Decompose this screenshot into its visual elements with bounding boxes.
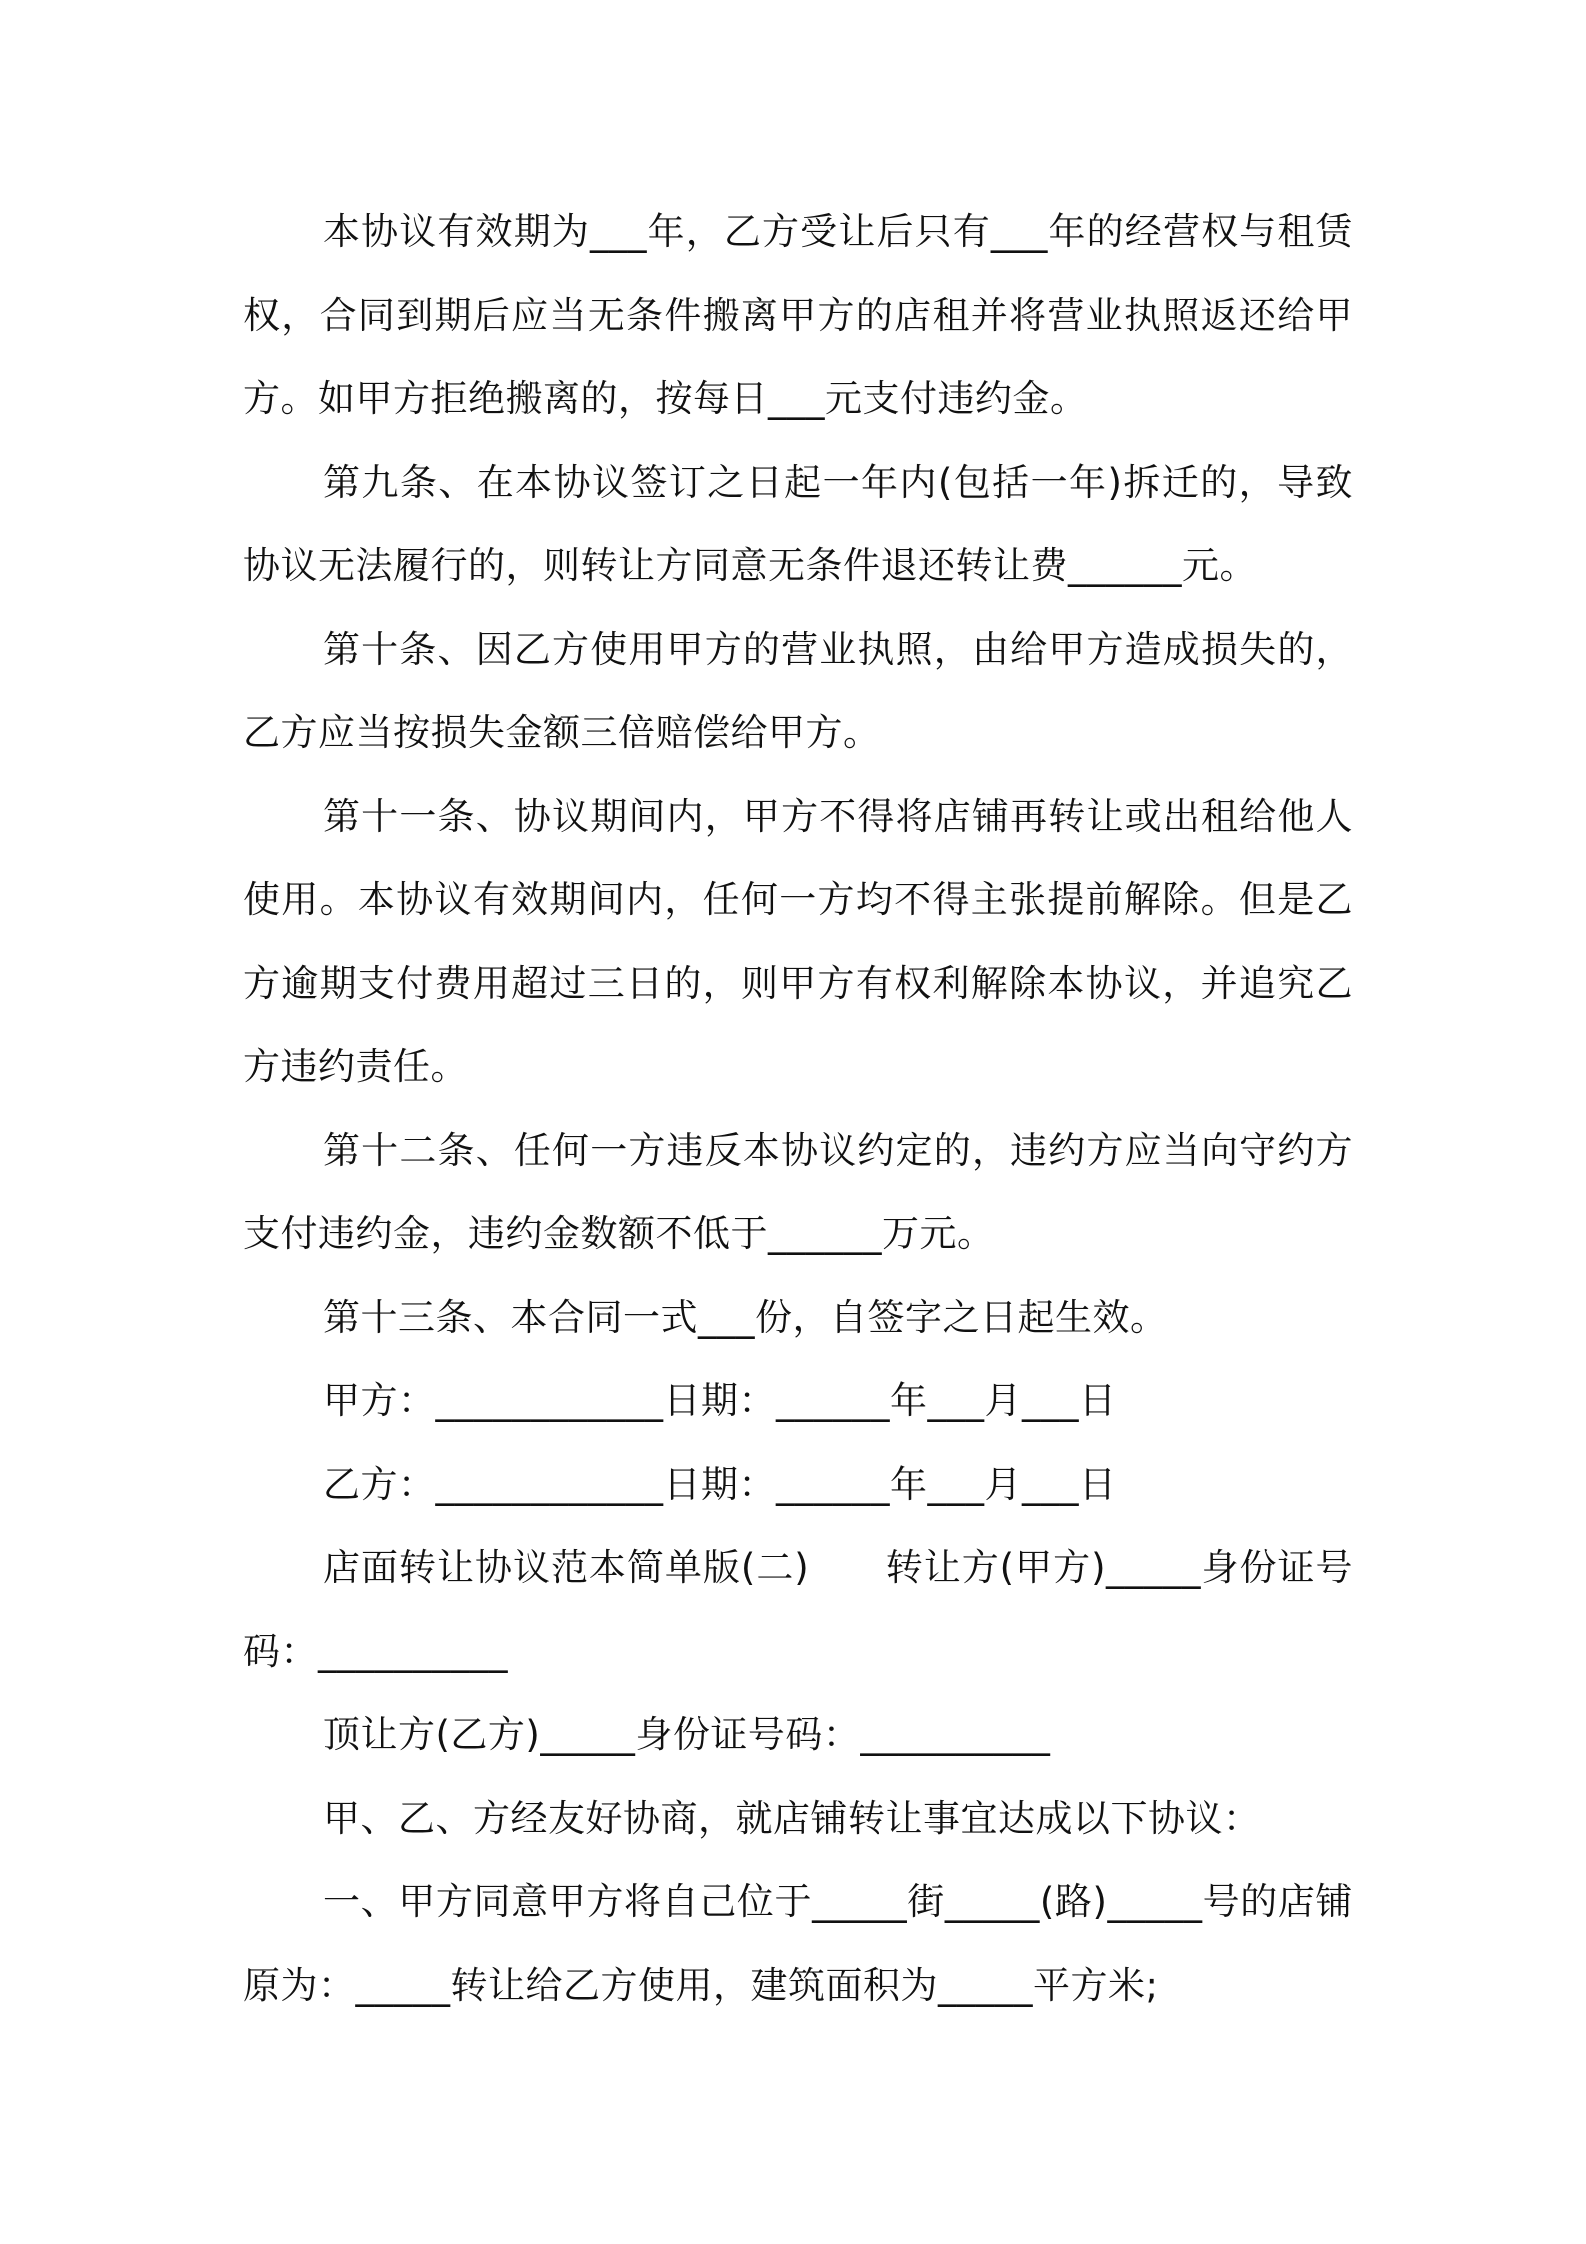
signature-line-party-a: 甲方：____________日期：______年___月___日	[323, 1379, 1117, 1422]
paragraph-article-11: 第十一条、协议期间内，甲方不得将店铺再转让或出租给他人使用。本协议有效期间内，任何一方均不得主张提前解除。但是乙方逾期支付费用超过三日的，则甲方有权利解除本协议，并追究乙方违约责任。	[243, 794, 1353, 1088]
document-body	[243, 190, 1353, 2027]
paragraph-transferee-info: 顶让方(乙方)_____身份证号码：__________	[323, 1713, 1051, 1756]
signature-line-party-b: 乙方：____________日期：______年___月___日	[323, 1462, 1117, 1506]
paragraph-clause-1: 一、甲方同意甲方将自己位于_____街_____(路)_____号的店铺原为：_____转让给乙方使用，建筑面积为_____平方米;	[243, 1880, 1353, 2007]
paragraph-term-validity: 本协议有效期为___年，乙方受让后只有___年的经营权与租赁权，合同到期后应当无条件搬离甲方的店租并将营业执照返还给甲方。如甲方拒绝搬离的，按每日___元支付违约金。	[243, 210, 1353, 420]
paragraph-article-10: 第十条、因乙方使用甲方的营业执照，由给甲方造成损失的，乙方应当按损失金额三倍赔偿给甲方。	[243, 627, 1353, 754]
paragraph-article-13: 第十三条、本合同一式___份，自签字之日起生效。	[323, 1295, 1168, 1339]
paragraph-article-9: 第九条、在本协议签订之日起一年内(包括一年)拆迁的，导致协议无法履行的，则转让方同意无条件退还转让费______元。	[243, 460, 1353, 587]
paragraph-agreement-intro: 甲、乙、方经友好协商，就店铺转让事宜达成以下协议：	[323, 1796, 1261, 1840]
paragraph-template-2-header: 店面转让协议范本简单版(二) 转让方(甲方)_____身份证号码：__________	[243, 1546, 1353, 1673]
paragraph-article-12: 第十二条、任何一方违反本协议约定的，违约方应当向守约方支付违约金，违约金数额不低于______万元。	[243, 1128, 1353, 1255]
